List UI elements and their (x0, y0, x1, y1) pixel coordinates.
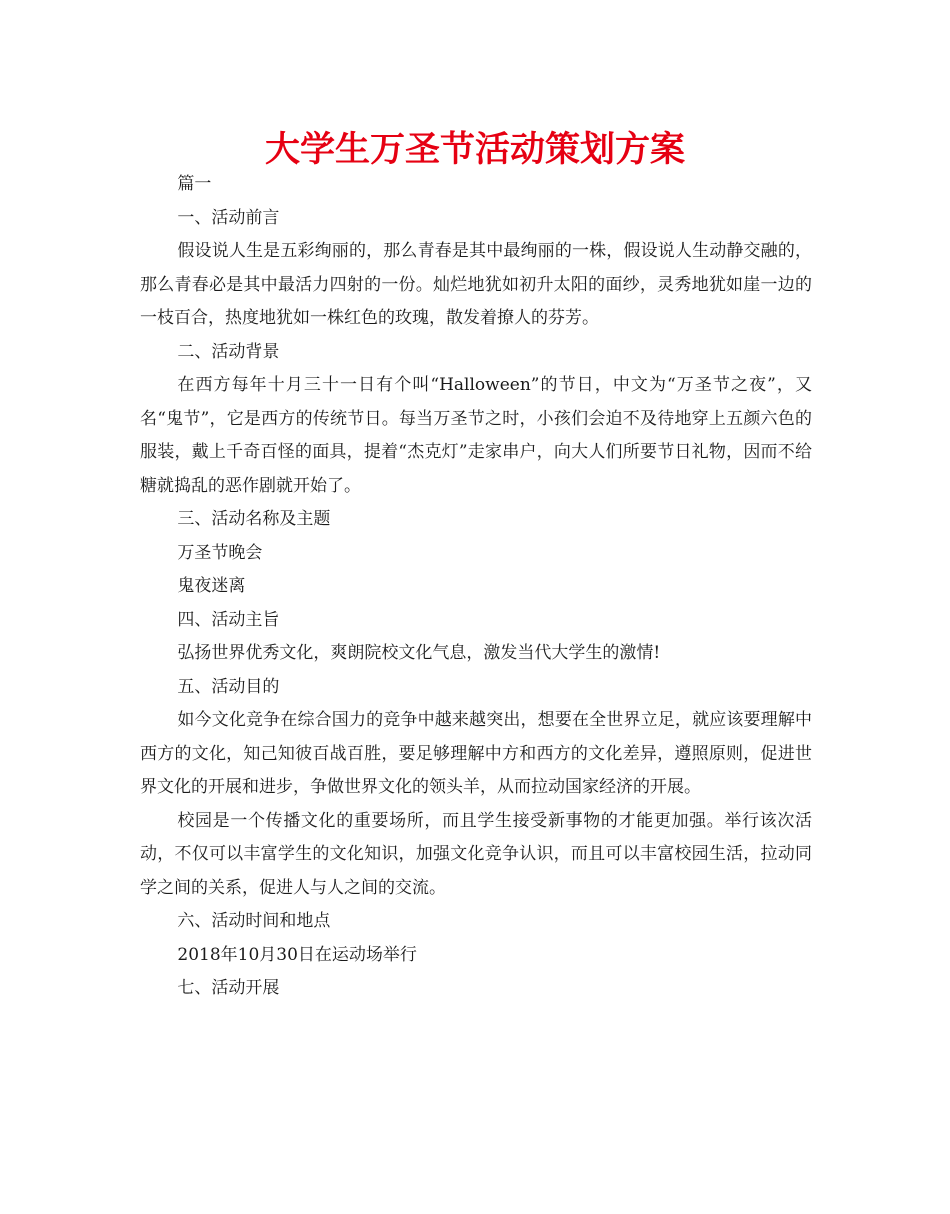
paragraph-goal-1: 如今文化竞争在综合国力的竞争中越来越突出，想要在全世界立足，就应该要理解中西方的文化，知己知彼百战百胜，要足够理解中方和西方的文化差异，遵照原则，促进世界文化的开展和进步，争做世界文化的领头羊，从而拉动国家经济的开展。 (140, 710, 812, 797)
heading-purpose: 四、活动主旨 (177, 609, 280, 630)
paragraph-section-label: 篇一 (177, 174, 212, 194)
document-title: 大学生万圣节活动策划方案 (264, 130, 685, 170)
paragraph-time-place: 2018年10月30日在运动场举行 (177, 944, 417, 965)
paragraph-goal-2: 校园是一个传播文化的重要场所，而且学生接受新事物的才能更加强。举行该次活动，不仅可以丰富学生的文化知识，加强文化竞争认识，而且可以丰富校园生活，拉动同学之间的关系，促进人与人之间的交流。 (140, 810, 812, 898)
heading-background: 二、活动背景 (177, 341, 280, 362)
heading-name-theme: 三、活动名称及主题 (177, 509, 331, 529)
paragraph-event-theme: 鬼夜迷离 (177, 576, 246, 596)
paragraph-purpose: 弘扬世界优秀文化，爽朗院校文化气息，激发当代大学生的激情! (177, 643, 661, 663)
heading-goal: 五、活动目的 (177, 676, 280, 697)
document-body (140, 168, 812, 1006)
paragraph-preface: 假设说人生是五彩绚丽的，那么青春是其中最绚丽的一株，假设说人生动静交融的，那么青春必是其中最活力四射的一份。灿烂地犹如初升太阳的面纱，灵秀地犹如崖一边的一枝百合，热度地犹如一株红色的玫瑰，散发着撩人的芬芳。 (140, 241, 812, 328)
paragraph-event-name: 万圣节晚会 (177, 542, 263, 563)
heading-activities: 七、活动开展 (177, 978, 280, 998)
heading-preface: 一、活动前言 (177, 207, 280, 228)
heading-time-place: 六、活动时间和地点 (177, 911, 331, 931)
paragraph-background: 在西方每年十月三十一日有个叫“Halloween”的节日，中文为“万圣节之夜”，又名“鬼节”，它是西方的传统节日。每当万圣节之时，小孩们会迫不及待地穿上五颜六色的服装，戴上千奇百怪的面具，提着“杰克灯”走家串户，向大人们所要节日礼物，因而不给糖就捣乱的恶作剧就开始了。 (140, 375, 812, 496)
